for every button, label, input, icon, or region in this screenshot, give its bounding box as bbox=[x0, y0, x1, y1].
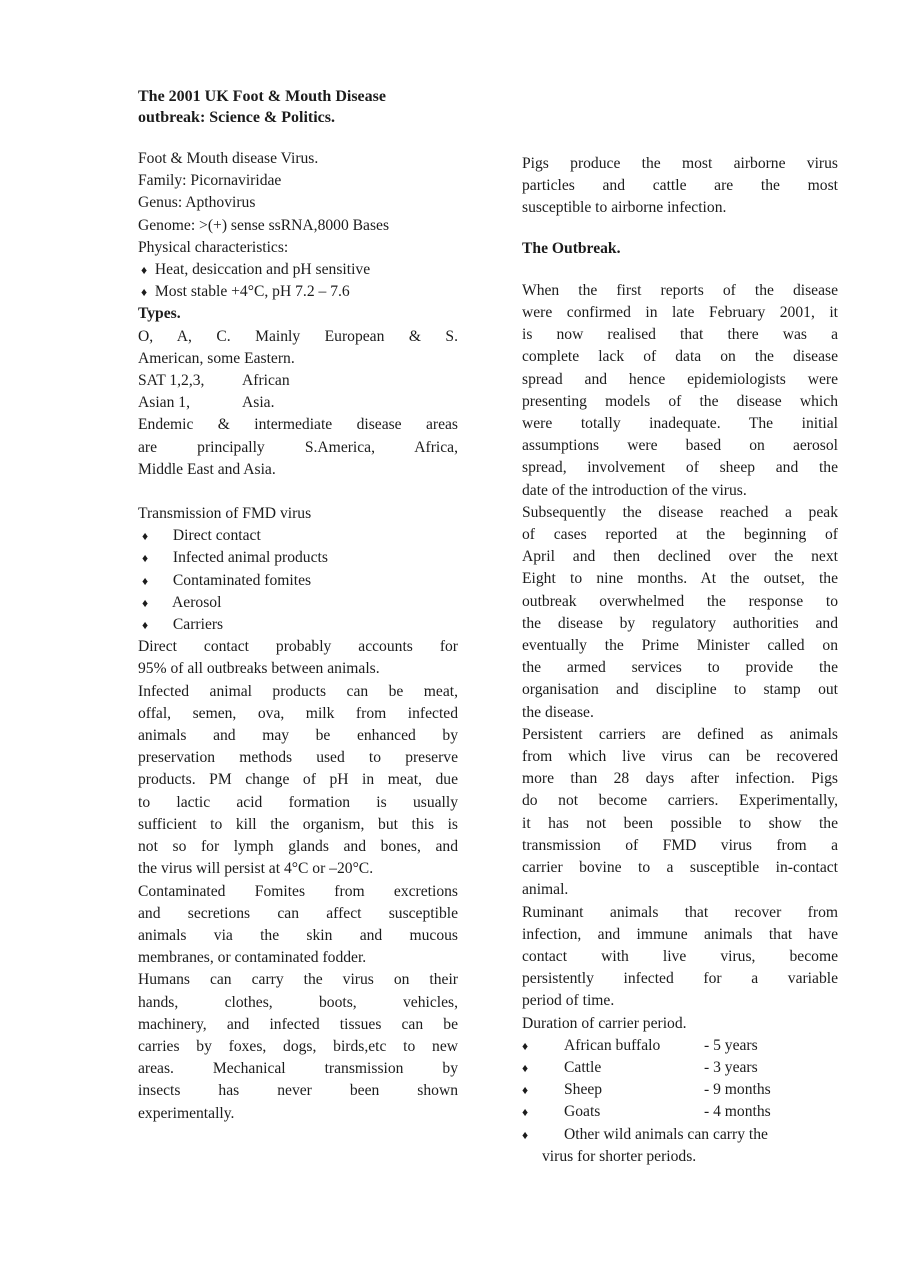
paragraph-line: products. PM change of pH in meat, due bbox=[138, 771, 458, 789]
paragraph-line: O, A, C. Mainly European & S. bbox=[138, 327, 458, 345]
paragraph-line: offal, semen, ova, milk from infected bbox=[138, 704, 458, 722]
paragraph-line: machinery, and infected tissues can be bbox=[138, 1015, 458, 1033]
paragraph-line: Eight to nine months. At the outset, the bbox=[522, 570, 838, 588]
carrier-animal: Goats bbox=[564, 1103, 601, 1121]
paragraph-line: carries by foxes, dogs, birds,etc to new bbox=[138, 1037, 458, 1055]
paragraph-line: animals and may be enhanced by bbox=[138, 727, 458, 745]
list-item bbox=[522, 1079, 838, 1101]
paragraph-line: outbreak overwhelmed the response to bbox=[522, 592, 838, 610]
paragraph-line: the armed services to provide the bbox=[522, 659, 838, 677]
paragraph-line: American, some Eastern. bbox=[138, 349, 295, 367]
list-item-text: Heat, desiccation and pH sensitive bbox=[154, 261, 371, 279]
diamond-bullet-icon: ♦ bbox=[142, 618, 149, 633]
paragraph-line: and secretions can affect susceptible bbox=[138, 904, 458, 922]
paragraph-line: hands, clothes, boots, vehicles, bbox=[138, 993, 458, 1011]
paragraph-line: spread and hence epidemiologists were bbox=[522, 370, 838, 388]
list-item bbox=[138, 614, 458, 636]
diamond-bullet-icon: ♦ bbox=[522, 1083, 529, 1098]
list-item bbox=[138, 281, 458, 303]
paragraph-line: carrier bovine to a susceptible in-contact bbox=[522, 859, 838, 877]
paragraph-line: contact with live virus, become bbox=[522, 947, 838, 965]
paragraph-line: do not become carriers. Experimentally, bbox=[522, 792, 838, 810]
list-item bbox=[138, 259, 458, 281]
intro-line: Family: Picornaviridae bbox=[138, 172, 282, 190]
paragraph-line: Middle East and Asia. bbox=[138, 460, 276, 478]
paragraph-line: from which live virus can be recovered bbox=[522, 748, 838, 766]
paragraph-line: Subsequently the disease reached a peak bbox=[522, 503, 838, 521]
list-item bbox=[522, 1101, 838, 1123]
list-item-text: Infected animal products bbox=[172, 549, 328, 567]
carrier-period: - 9 months bbox=[704, 1081, 771, 1099]
paragraph-line: insects has never been shown bbox=[138, 1082, 458, 1100]
document-title bbox=[138, 86, 478, 128]
intro-line: Genus: Apthovirus bbox=[138, 194, 256, 212]
paragraph-line: assumptions were based on aerosol bbox=[522, 437, 838, 455]
intro-line: Physical characteristics: bbox=[138, 238, 289, 256]
paragraph-line: animals via the skin and mucous bbox=[138, 926, 458, 944]
list-item bbox=[138, 525, 458, 547]
list-item-text: Other wild animals can carry the bbox=[564, 1125, 768, 1143]
types-value: Asia. bbox=[242, 394, 275, 412]
list-item-text: Contaminated fomites bbox=[172, 571, 312, 589]
diamond-bullet-icon: ♦ bbox=[522, 1060, 529, 1075]
diamond-bullet-icon: ♦ bbox=[142, 573, 149, 588]
carrier-animal: Cattle bbox=[564, 1058, 602, 1076]
paragraph-line: Ruminant animals that recover from bbox=[522, 903, 838, 921]
paragraph-line: experimentally. bbox=[138, 1104, 235, 1122]
list-item-text: Aerosol bbox=[172, 593, 222, 611]
list-item bbox=[522, 1124, 838, 1146]
paragraph-line: of cases reported at the beginning of bbox=[522, 526, 838, 544]
list-item-text: Carriers bbox=[172, 616, 224, 634]
paragraph-line: 95% of all outbreaks between animals. bbox=[138, 660, 380, 678]
section-heading: The Outbreak. bbox=[522, 239, 621, 257]
list-item-text: Most stable +4°C, pH 7.2 – 7.6 bbox=[154, 283, 350, 301]
paragraph-line: virus for shorter periods. bbox=[542, 1147, 697, 1165]
paragraph-line: period of time. bbox=[522, 992, 615, 1010]
types-row bbox=[138, 392, 458, 414]
types-value: African bbox=[242, 372, 290, 390]
paragraph-line: Pigs produce the most airborne virus bbox=[522, 155, 838, 172]
diamond-bullet-icon: ♦ bbox=[142, 551, 149, 566]
right-column bbox=[522, 153, 838, 1168]
diamond-bullet-icon: ♦ bbox=[142, 529, 149, 544]
paragraph-line: were confirmed in late February 2001, it bbox=[522, 304, 838, 322]
paragraph-line: Endemic & intermediate disease areas bbox=[138, 416, 458, 434]
title-line: The 2001 UK Foot & Mouth Disease bbox=[138, 88, 386, 105]
paragraph-line: complete lack of data on the disease bbox=[522, 348, 838, 366]
paragraph-line: infection, and immune animals that have bbox=[522, 925, 838, 943]
paragraph-line: When the first reports of the disease bbox=[522, 281, 838, 299]
list-item bbox=[138, 570, 458, 592]
paragraph-line: areas. Mechanical transmission by bbox=[138, 1060, 458, 1078]
carrier-period: - 5 years bbox=[704, 1036, 758, 1054]
paragraph-line: presenting models of the disease which bbox=[522, 392, 838, 410]
carrier-animal: African buffalo bbox=[564, 1036, 661, 1054]
paragraph-line: sufficient to kill the organism, but this is bbox=[138, 815, 458, 833]
paragraph-line: the disease by regulatory authorities and bbox=[522, 614, 838, 632]
paragraph-line: Humans can carry the virus on their bbox=[138, 971, 458, 989]
paragraph-line: membranes, or contaminated fodder. bbox=[138, 949, 367, 967]
types-row bbox=[138, 370, 458, 392]
paragraph-line: the disease. bbox=[522, 703, 594, 721]
list-item bbox=[522, 1057, 838, 1079]
paragraph-line: animal. bbox=[522, 881, 569, 899]
diamond-bullet-icon: ♦ bbox=[141, 263, 148, 278]
diamond-bullet-icon: ♦ bbox=[522, 1127, 529, 1142]
paragraph-line: organisation and discipline to stamp out bbox=[522, 681, 838, 699]
diamond-bullet-icon: ♦ bbox=[141, 285, 148, 300]
paragraph-line: eventually the Prime Minister called on bbox=[522, 637, 838, 655]
paragraph-line: Persistent carriers are defined as animals bbox=[522, 725, 838, 743]
carrier-animal: Sheep bbox=[564, 1081, 603, 1099]
section-heading: Transmission of FMD virus bbox=[138, 505, 312, 523]
types-key: Asian 1, bbox=[138, 394, 190, 412]
paragraph-line: particles and cattle are the most bbox=[522, 177, 838, 195]
types-key: SAT 1,2,3, bbox=[138, 372, 205, 390]
carrier-period: - 4 months bbox=[704, 1103, 771, 1121]
paragraph-line: the virus will persist at 4°C or –20°C. bbox=[138, 860, 374, 878]
paragraph-line: not so for lymph glands and bones, and bbox=[138, 838, 458, 856]
paragraph-line: it has not been possible to show the bbox=[522, 814, 838, 832]
diamond-bullet-icon: ♦ bbox=[522, 1038, 529, 1053]
paragraph-line: Contaminated Fomites from excretions bbox=[138, 882, 458, 900]
paragraph-line: Direct contact probably accounts for bbox=[138, 638, 458, 656]
paragraph-line: spread, involvement of sheep and the bbox=[522, 459, 838, 477]
paragraph-line: transmission of FMD virus from a bbox=[522, 836, 838, 854]
paragraph-line: Infected animal products can be meat, bbox=[138, 682, 458, 700]
paragraph-line: more than 28 days after infection. Pigs bbox=[522, 770, 838, 788]
list-item bbox=[138, 592, 458, 614]
section-heading: Duration of carrier period. bbox=[522, 1014, 687, 1032]
paragraph-line: persistently infected for a variable bbox=[522, 970, 838, 988]
intro-line: Genome: >(+) sense ssRNA,8000 Bases bbox=[138, 216, 390, 234]
paragraph-line: susceptible to airborne infection. bbox=[522, 199, 727, 217]
paragraph-line: to lactic acid formation is usually bbox=[138, 793, 458, 811]
diamond-bullet-icon: ♦ bbox=[142, 595, 149, 610]
list-item bbox=[522, 1035, 838, 1057]
paragraph-line: were totally inadequate. The initial bbox=[522, 415, 838, 433]
intro-line: Foot & Mouth disease Virus. bbox=[138, 150, 319, 167]
title-line: outbreak: Science & Politics. bbox=[138, 109, 336, 126]
paragraph-line: April and then declined over the next bbox=[522, 548, 838, 566]
list-item bbox=[138, 547, 458, 569]
left-column bbox=[138, 148, 458, 1125]
paragraph-line: date of the introduction of the virus. bbox=[522, 481, 747, 499]
paragraph-line: preservation methods used to preserve bbox=[138, 749, 458, 767]
paragraph-line: is now realised that there was a bbox=[522, 326, 838, 344]
section-heading: Types. bbox=[138, 305, 181, 323]
paragraph-line: are principally S.America, Africa, bbox=[138, 438, 458, 456]
carrier-period: - 3 years bbox=[704, 1058, 758, 1076]
diamond-bullet-icon: ♦ bbox=[522, 1105, 529, 1120]
list-item-text: Direct contact bbox=[172, 527, 261, 545]
